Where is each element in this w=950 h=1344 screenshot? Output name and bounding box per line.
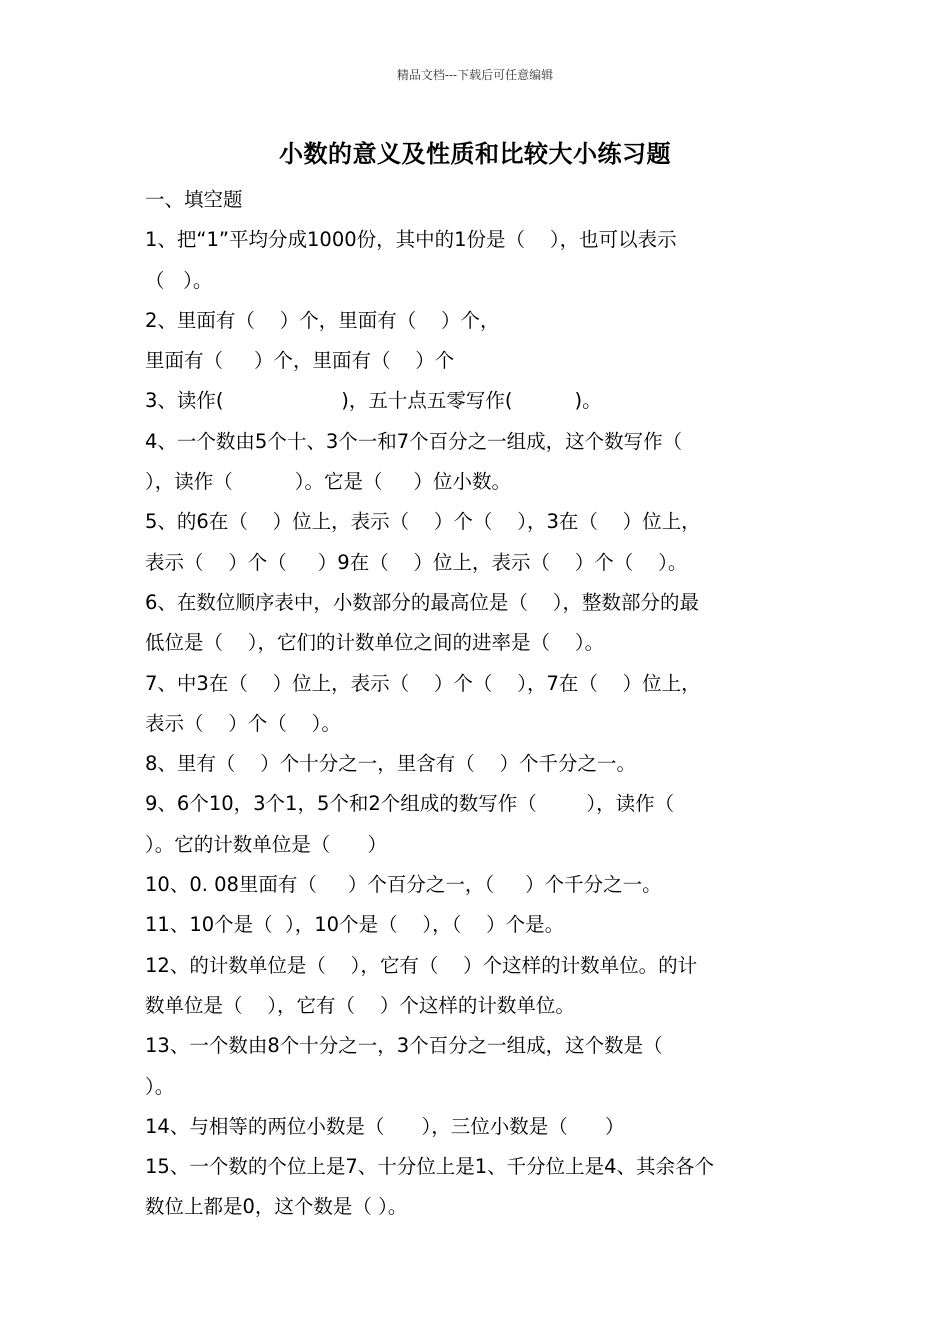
question-line: 10、0. 08里面有（ ）个百分之一，（ ）个千分之一。: [145, 873, 662, 897]
question-line: 15、一个数的个位上是7、十分位上是1、千分位上是4、其余各个: [145, 1155, 715, 1179]
question-line: 1、把“1”平均分成1000份，其中的1份是（ ），也可以表示: [145, 228, 677, 252]
question-line: ）。: [145, 1074, 175, 1098]
question-line: 3、读作( )，五十点五零写作( )。: [145, 389, 602, 413]
question-line: 低位是（ ），它们的计数单位之间的进率是（ ）。: [145, 631, 605, 655]
question-line: 13、一个数由8个十分之一，3个百分之一组成，这个数是（: [145, 1034, 663, 1058]
question-line: 9、6个10，3个1，5个和2个组成的数写作（ ），读作（: [145, 792, 675, 816]
page-title: 小数的意义及性质和比较大小练习题: [279, 140, 671, 168]
question-line: 5、的6在（ ）位上，表示（ ）个（ ），3在（ ）位上，: [145, 510, 701, 534]
question-line: 2、里面有（ ）个，里面有（ ）个，: [145, 308, 500, 332]
question-line: 数位上都是0，这个数是（ ）。: [145, 1195, 408, 1219]
question-line: 8、里有（ ）个十分之一，里含有（ ）个千分之一。: [145, 752, 636, 776]
question-line: 里面有（ ）个，里面有（ ）个: [145, 349, 455, 373]
question-line: 11、10个是（ ），10个是（ ），（ ）个是。: [145, 913, 565, 937]
question-line: 12、的计数单位是（ ），它有（ ）个这样的计数单位。的计: [145, 953, 698, 977]
worksheet-body: [145, 180, 817, 1228]
section-heading: 一、填空题: [145, 188, 243, 211]
question-line: 4、一个数由5个十、3个一和7个百分之一组成，这个数写作（: [145, 429, 683, 453]
question-line: 6、在数位顺序表中，小数部分的最高位是（ ），整数部分的最: [145, 590, 699, 614]
question-line: 7、中3在（ ）位上，表示（ ）个（ ），7在（ ）位上，: [145, 671, 701, 695]
question-line: 表示（ ）个（ ）9在（ ）位上，表示（ ）个（ ）。: [145, 550, 688, 574]
question-line: 14、与相等的两位小数是（ ），三位小数是（ ）: [145, 1114, 625, 1138]
question-line: （ ）。: [145, 268, 213, 292]
question-line: ），读作（ ）。它是（ ）位小数。: [145, 470, 511, 494]
question-line: 表示（ ）个（ ）。: [145, 711, 341, 735]
header-note: 精品文档---下载后可任意编辑: [396, 68, 554, 82]
question-line: ）。它的计数单位是（ ）: [145, 832, 387, 856]
question-line: 数单位是（ ），它有（ ）个这样的计数单位。: [145, 993, 575, 1017]
